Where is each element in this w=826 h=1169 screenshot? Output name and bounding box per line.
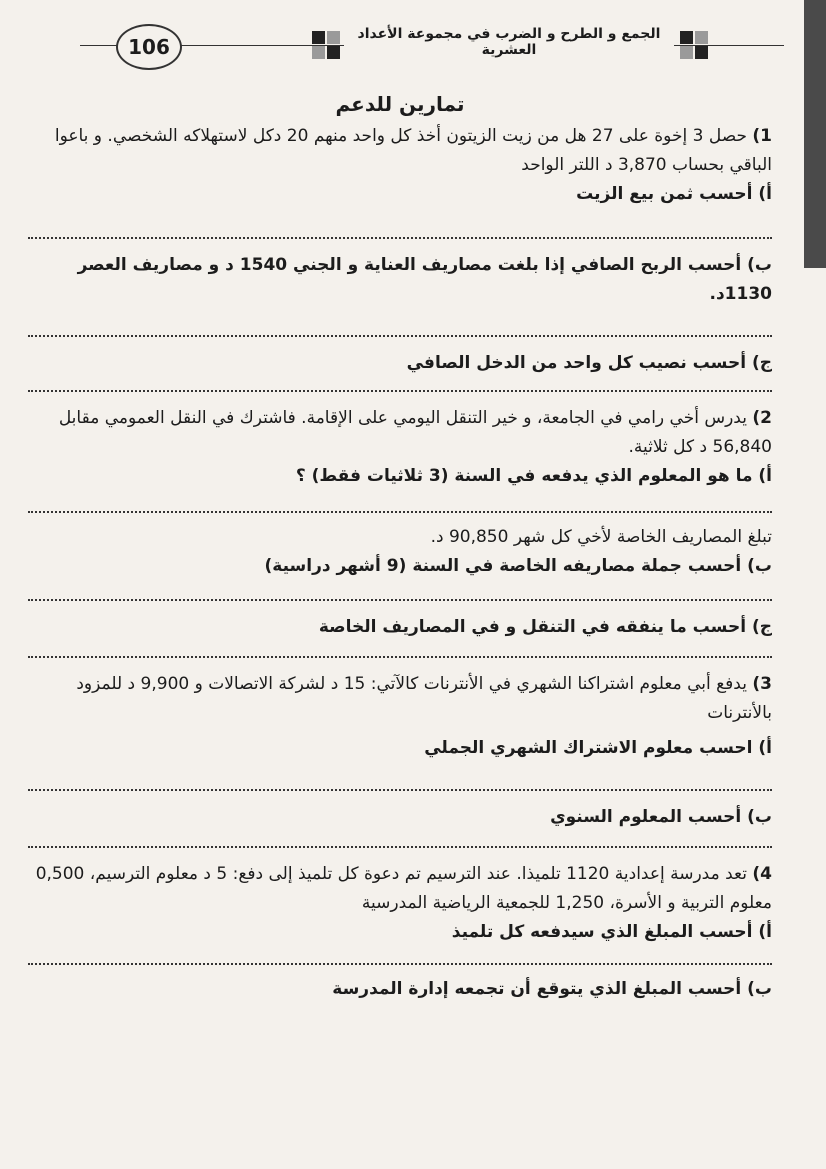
problem-text: تعد مدرسة إعدادية 1120 تلميذا. عند الترسيم تم دعوة كل تلميذ إلى دفع: 5 د معلوم الترسيم، 0,500 معلوم التربية و الأسرة، 1,250 للجمعية الرياضية المدرسية: [35, 864, 772, 913]
answer-line: [28, 237, 772, 239]
problem-number: 3): [752, 674, 772, 694]
question-a: أ) أحسب المبلغ الذي سيدفعه كل تلميذ: [451, 922, 772, 942]
problem-statement: [28, 860, 772, 918]
question-a: أ) ما هو المعلوم الذي يدفعه في السنة (3 ثلاثيات فقط) ؟: [295, 466, 772, 486]
question-a: أ) أحسب ثمن بيع الزيت: [576, 184, 772, 204]
problem-1: [28, 122, 772, 392]
problem-2: [28, 404, 772, 658]
page-header: [40, 14, 784, 74]
answer-line: [28, 846, 772, 848]
question-b: ب) أحسب المعلوم السنوي: [550, 807, 772, 827]
chapter-title: الجمع و الطرح و الضرب في مجموعة الأعداد العشرية: [344, 26, 674, 58]
header-decoration-left: [312, 31, 340, 59]
problem-3: [28, 670, 772, 848]
problem-statement-2: تبلغ المصاريف الخاصة لأخي كل شهر 90,850 د.: [430, 527, 772, 547]
question-c: ج) أحسب ما ينفقه في التنقل و في المصاريف الخاصة: [318, 617, 772, 637]
side-tab-strip: [804, 0, 826, 268]
question-b: ب) أحسب جملة مصاريفه الخاصة في السنة (9 أشهر دراسية): [264, 556, 772, 576]
answer-line: [28, 963, 772, 965]
answer-line: [28, 390, 772, 392]
answer-line: [28, 511, 772, 513]
problem-text: حصل 3 إخوة على 27 هل من زيت الزيتون أخذ كل واحد منهم 20 دكل لاستهلاكه الشخصي. و باعوا الباقي بحساب 3,870 د اللتر الواحد: [54, 126, 772, 175]
exercise-content: [28, 92, 772, 1004]
question-b: ب) أحسب المبلغ الذي يتوقع أن تجمعه إدارة المدرسة: [332, 979, 772, 999]
problem-text: يدرس أخي رامي في الجامعة، و خير التنقل اليومي على الإقامة. فاشترك في النقل العمومي مقابل 56,840 د كل ثلاثية.: [58, 408, 772, 457]
problem-statement: [28, 122, 772, 180]
problem-statement: [28, 404, 772, 462]
section-title: تمارين للدعم: [335, 92, 465, 116]
question-c: ج) أحسب نصيب كل واحد من الدخل الصافي: [406, 353, 772, 373]
problem-text: يدفع أبي معلوم اشتراكنا الشهري في الأنترنات كالآتي: 15 د لشركة الاتصالات و 9,900 د للمزود بالأنترنات: [76, 674, 772, 723]
answer-line: [28, 789, 772, 791]
question-b: ب) أحسب الربح الصافي إذا بلغت مصاريف العناية و الجني 1540 د و مصاريف العصر 1130د.: [77, 255, 772, 304]
answer-line: [28, 656, 772, 658]
page-number: 106: [116, 24, 182, 70]
header-decoration-right: [680, 31, 708, 59]
answer-line: [28, 599, 772, 601]
problem-statement: [28, 670, 772, 728]
problem-number: 2): [752, 408, 772, 428]
problem-number: 1): [752, 126, 772, 146]
answer-line: [28, 335, 772, 337]
question-a: أ) احسب معلوم الاشتراك الشهري الجملي: [424, 738, 772, 758]
problem-number: 4): [752, 864, 772, 884]
problem-4: [28, 860, 772, 1004]
